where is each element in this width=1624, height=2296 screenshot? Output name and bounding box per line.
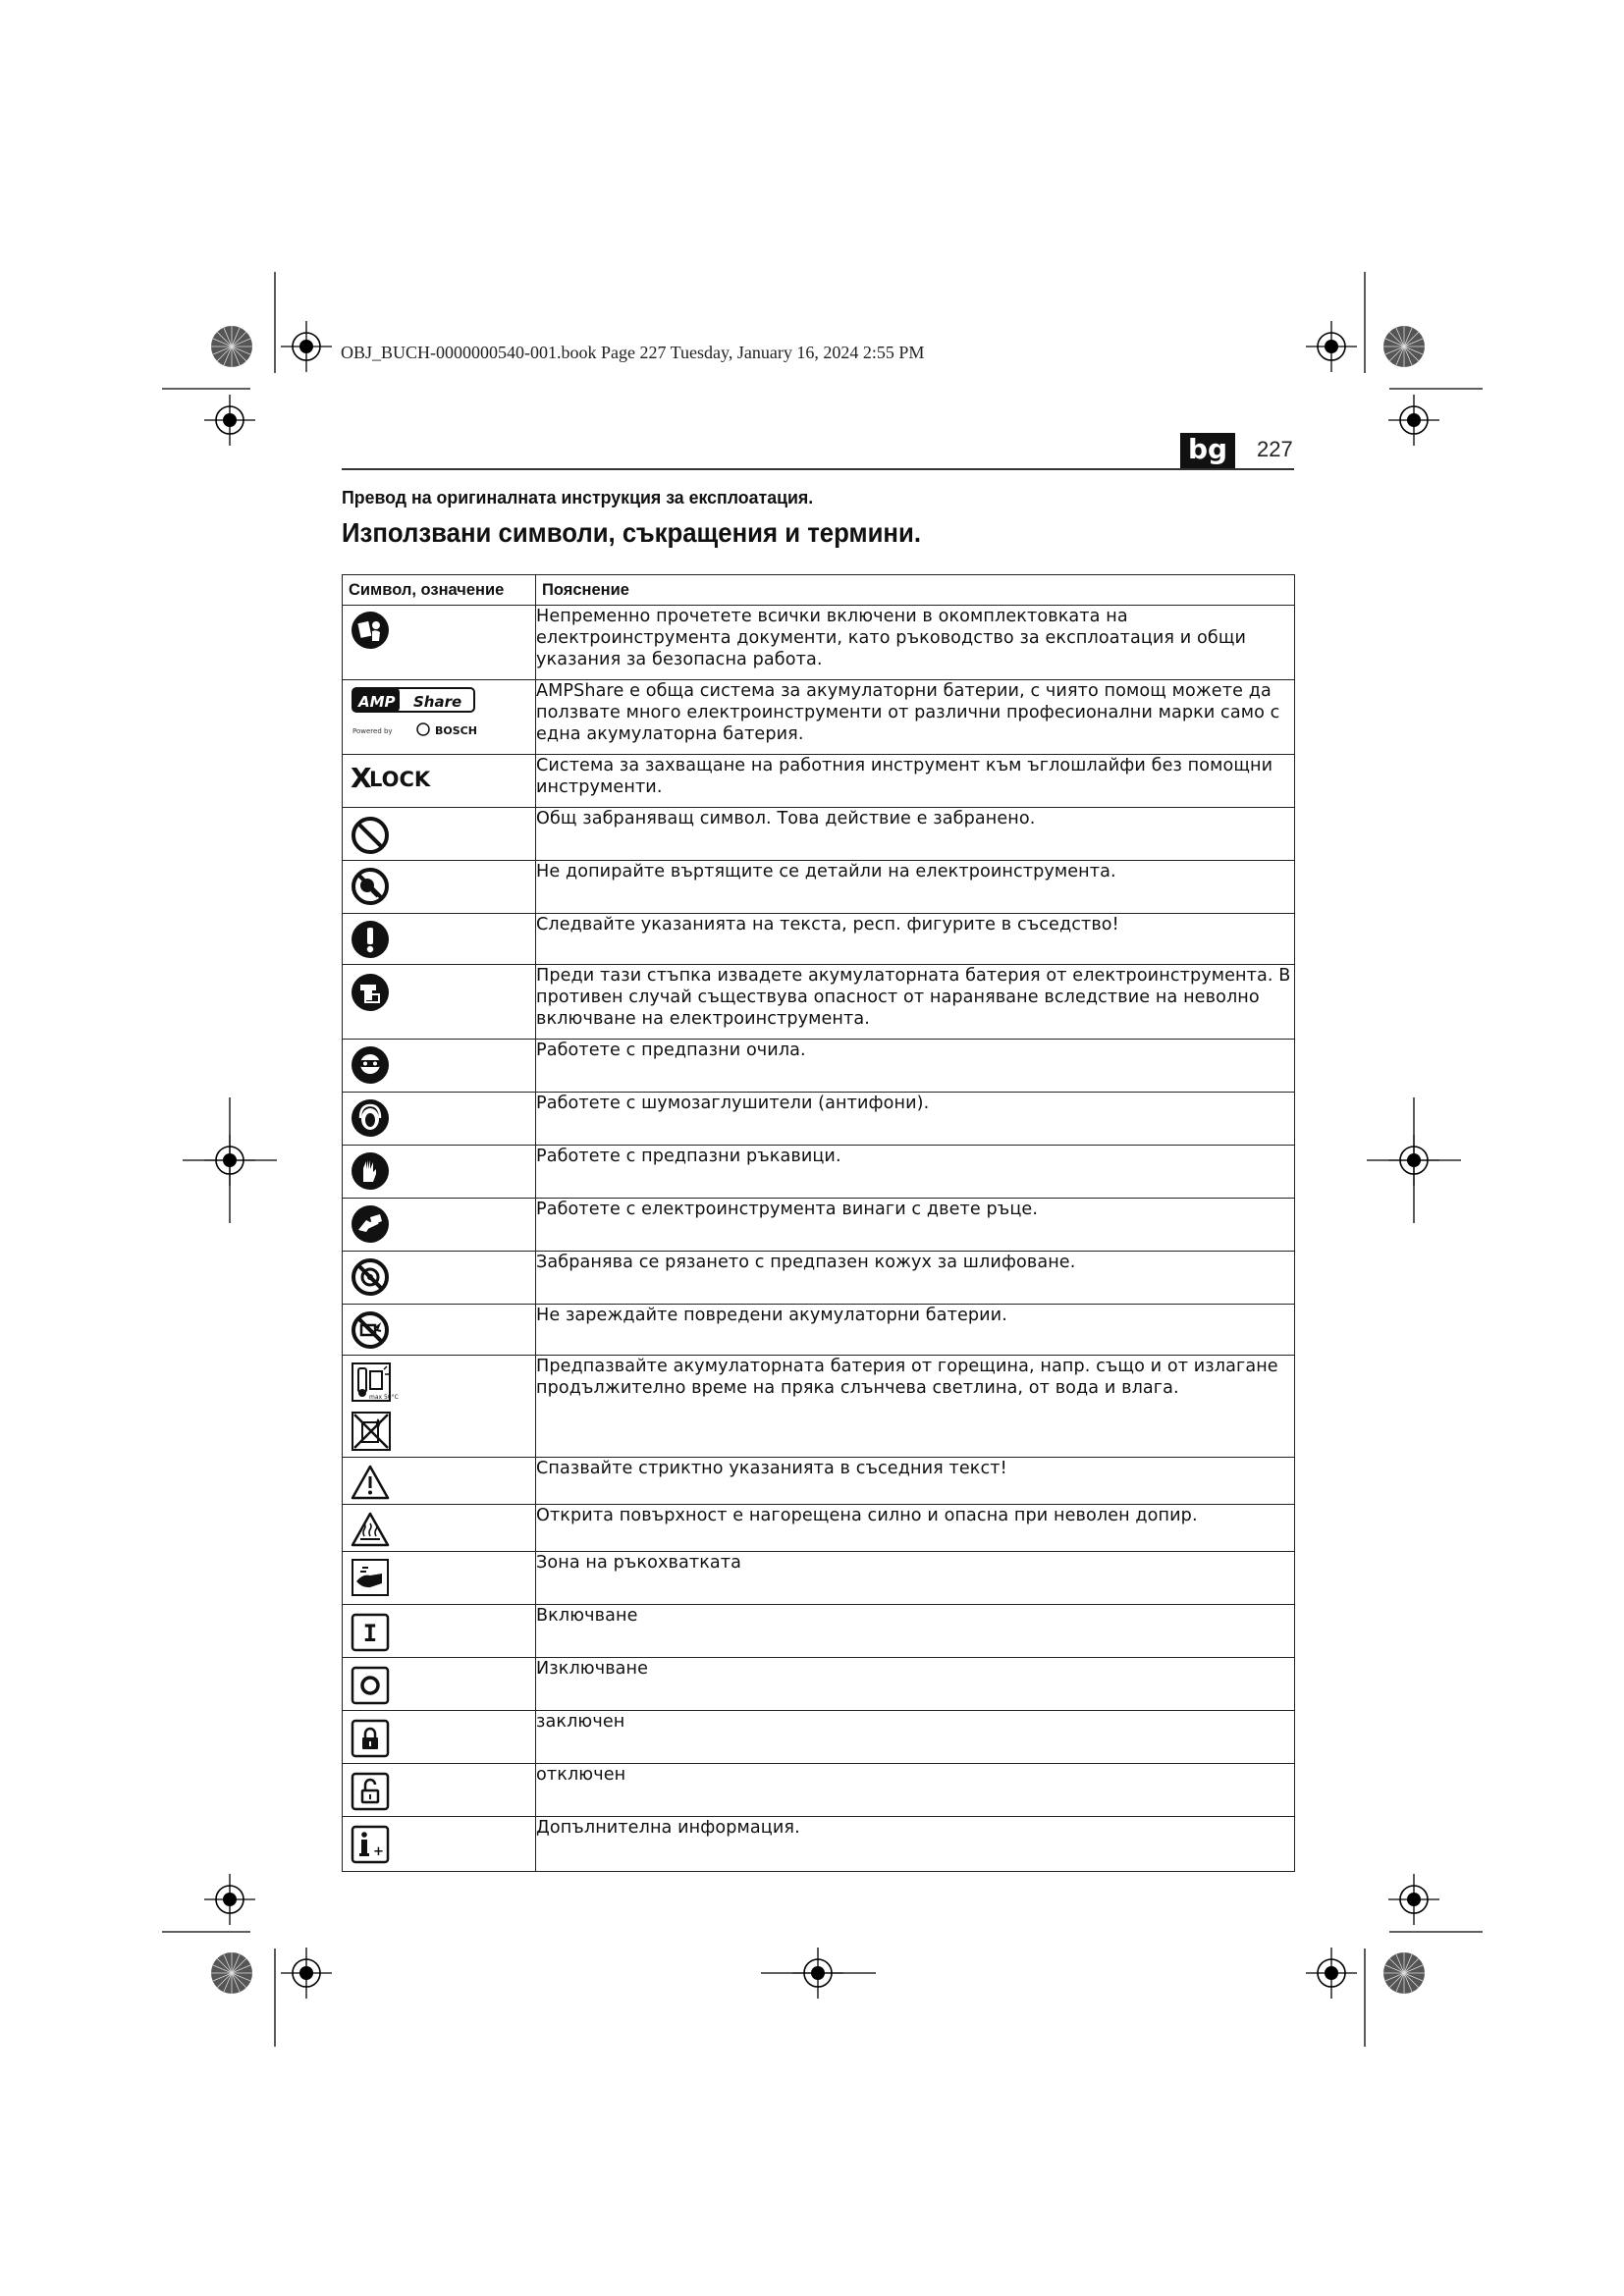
info-icon [351,1825,390,1864]
svg-text:AMP: AMP [358,693,396,711]
page-number: 227 [1257,437,1293,461]
row-text: Спазвайте стриктно указанията в съседния текст! [536,1458,1295,1505]
table-row [343,1199,1295,1252]
svg-text:LOCK: LOCK [369,768,431,791]
table-row [343,680,1295,755]
safety-goggles-icon [351,1045,390,1085]
row-text: Изключване [536,1658,1295,1711]
warning-triangle-icon [351,1464,390,1501]
table-row [343,1764,1295,1817]
gloves-icon [351,1151,390,1191]
no-charge-damaged-icon [351,1310,390,1350]
table-row [343,1711,1295,1764]
locked-icon [351,1719,390,1758]
table-row [343,1605,1295,1658]
table-row [343,914,1295,965]
battery-heat-icon [351,1362,399,1405]
document-subtitle: Превод на оригиналната инструкция за експлоатация. [342,487,814,507]
row-text: Работете с предпазни очила. [536,1040,1295,1093]
print-slug: OBJ_BUCH-0000000540-001.book Page 227 Tuesday, January 16, 2024 2:55 PM [341,343,925,362]
row-text: AMPShare е обща система за акумулаторни батерии, с чиято помощ можете да ползвате много електроинструменти от различни професионални марки само с една акумулаторна батерия. [536,680,1295,755]
table-row [343,606,1295,680]
row-text: Предпазвайте акумулаторната батерия от горещина, напр. също и от излагане продължително време на пряка слънчева светлина, от вода и влага. [536,1356,1295,1458]
row-text: Включване [536,1605,1295,1658]
two-hands-icon [351,1204,390,1244]
row-text: Не зареждайте повредени акумулаторни батерии. [536,1305,1295,1356]
symbols-table [342,574,1295,1872]
row-text: Работете с предпазни ръкавици. [536,1146,1295,1199]
table-row [343,1458,1295,1505]
hot-surface-icon [351,1511,390,1548]
table-row [343,861,1295,914]
unlocked-icon [351,1772,390,1811]
column-header-explanation: Пояснение [536,575,1295,606]
table-row [343,1252,1295,1305]
row-text: заключен [536,1711,1295,1764]
row-text: Система за захващане на работния инструмент към ъглошлайфи без помощни инструменти. [536,755,1295,808]
header-rule [342,468,1294,470]
no-water-icon [351,1411,394,1458]
row-text: Непременно прочетете всички включени в окомплектовката на електроинструмента документи, като ръководство за експлоатация и общи указания за безопасна работа. [536,606,1295,680]
table-row [343,1146,1295,1199]
table-row [343,1505,1295,1552]
table-row [343,1040,1295,1093]
row-text: Допълнителна информация. [536,1817,1295,1872]
table-row [343,1552,1295,1605]
power-on-icon [351,1613,390,1652]
table-row [343,755,1295,808]
no-cutting-guard-icon [351,1257,390,1297]
svg-text:max 50°C: max 50°C [369,1394,399,1401]
prohibition-icon [351,816,390,855]
grip-area-icon [351,1558,390,1597]
svg-text:BOSCH: BOSCH [435,724,477,737]
svg-text:I: I [362,1620,378,1647]
table-row [343,1817,1295,1872]
row-text: Следвайте указанията на текста, респ. фигурите в съседство! [536,914,1295,965]
row-text: Зона на ръкохватката [536,1552,1295,1605]
svg-text:Powered by: Powered by [352,727,393,735]
table-header-row [343,575,1295,606]
read-manual-icon [351,611,390,650]
svg-text:Share: Share [413,693,462,711]
svg-text:X: X [351,762,372,794]
table-row [343,1093,1295,1146]
row-text: Открита повърхност е нагорещена силно и опасна при неволен допир. [536,1505,1295,1552]
table-row [343,808,1295,861]
language-badge: bg [1180,433,1235,468]
row-text: Преди тази стъпка извадете акумулаторната батерия от електроинструмента. В противен случай съществува опасност от нараняване вследствие на неволно включване на електроинструмента. [536,965,1295,1040]
row-text: Работете с шумозаглушители (антифони). [536,1093,1295,1146]
row-text: Работете с електроинструмента винаги с двете ръце. [536,1199,1295,1252]
no-touch-rotating-icon [351,867,390,906]
row-text: отключен [536,1764,1295,1817]
ampshare-logo [351,684,488,743]
row-text: Не допирайте въртящите се детайли на електроинструмента. [536,861,1295,914]
power-off-icon [351,1666,390,1705]
exclamation-icon [351,920,390,959]
column-header-symbol: Символ, означение [343,575,536,606]
page-title: Използвани символи, съкращения и термини. [342,517,921,548]
row-text: Общ забраняващ символ. Това действие е забранено. [536,808,1295,861]
table-row [343,1305,1295,1356]
svg-text:+: + [373,1844,384,1859]
xlock-logo [351,761,449,794]
table-row [343,965,1295,1040]
remove-battery-icon [351,973,390,1012]
row-text: Забранява се рязането с предпазен кожух за шлифоване. [536,1252,1295,1305]
table-row [343,1658,1295,1711]
ear-protection-icon [351,1098,390,1138]
table-row [343,1356,1295,1458]
